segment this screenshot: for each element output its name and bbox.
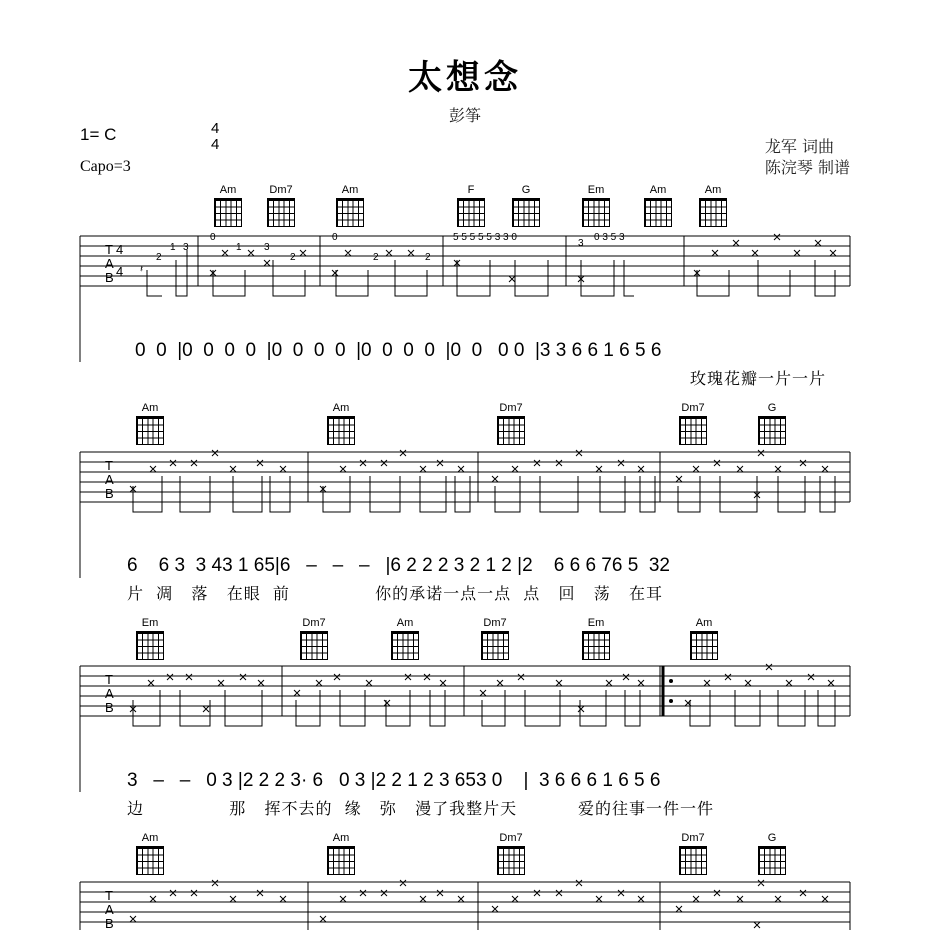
chord-diagram: Am <box>211 184 245 227</box>
song-title: 太想念 <box>408 58 522 98</box>
svg-text:3: 3 <box>264 242 270 253</box>
chord-diagram: Dm7 <box>264 184 298 227</box>
chord-diagram: F <box>454 184 488 227</box>
chord-diagram: Dm7 <box>297 617 331 660</box>
chord-diagram: Am <box>388 617 422 660</box>
svg-text:1: 1 <box>236 242 242 253</box>
chord-diagram: Em <box>133 617 167 660</box>
svg-text:2: 2 <box>290 252 296 263</box>
svg-text:0: 0 <box>332 232 338 243</box>
svg-text:A: A <box>105 686 114 701</box>
svg-text:A: A <box>105 902 114 917</box>
chord-diagram: Dm7 <box>676 832 710 875</box>
svg-text:B: B <box>105 270 114 285</box>
svg-text:A: A <box>105 256 114 271</box>
svg-text:3: 3 <box>578 238 584 249</box>
tab-time-num: 4 <box>116 242 124 257</box>
svg-text:0: 0 <box>210 232 216 243</box>
artist-name: 彭筝 <box>448 106 481 125</box>
notation-line: 6 6 3 3 43 1 65|6 – – – |6 2 2 2 3 2 1 2 |2 6 6 6 76 5 32 <box>127 555 670 576</box>
lyric-line: 片 凋 落 在眼 前 你的承诺一点一点 点 回 荡 在耳 <box>127 584 664 603</box>
svg-text:A: A <box>105 472 114 487</box>
notation-line: 3 – – 0 3 |2 2 2 3· 6 0 3 |2 2 1 2 3 653 0 | 3 6 6 6 1 6 5 6 <box>127 770 661 791</box>
chord-diagram: G <box>755 402 789 445</box>
time-denominator: 4 <box>211 136 220 153</box>
svg-text:2: 2 <box>425 252 431 263</box>
chord-diagram: Em <box>579 184 613 227</box>
chord-diagram: Dm7 <box>676 402 710 445</box>
capo-label: Capo=3 <box>80 158 131 175</box>
credit-transcriber: 陈浣琴 制谱 <box>764 158 850 177</box>
chord-diagram: G <box>509 184 543 227</box>
svg-text:B: B <box>105 486 114 501</box>
chord-diagram: Am <box>641 184 675 227</box>
chord-diagram: Dm7 <box>494 402 528 445</box>
svg-text:T: T <box>105 672 113 687</box>
chord-diagram: Dm7 <box>494 832 528 875</box>
chord-diagram: Am <box>696 184 730 227</box>
chord-diagram: Em <box>579 617 613 660</box>
notation-line: 0 0 |0 0 0 0 |0 0 0 0 |0 0 0 0 |0 0 0 0 |3 3 6 6 1 6 5 6 <box>135 340 662 361</box>
svg-text:2: 2 <box>156 252 162 263</box>
key-signature <box>80 120 220 153</box>
chord-diagram: Dm7 <box>478 617 512 660</box>
svg-text:𝄽: 𝄽 <box>140 264 144 275</box>
chord-diagram: Am <box>324 832 358 875</box>
lyric-line: 玫瑰花瓣一片一片 <box>690 369 827 388</box>
chord-diagram: G <box>755 832 789 875</box>
chord-diagram: Am <box>133 402 167 445</box>
svg-text:1: 1 <box>170 242 176 253</box>
chord-diagram: Am <box>687 617 721 660</box>
svg-text:B: B <box>105 916 114 930</box>
credit-lyrics-music: 龙军 词曲 <box>764 137 834 156</box>
svg-text:0 3 5 3: 0 3 5 3 <box>594 232 625 243</box>
chord-diagram: Am <box>333 184 367 227</box>
svg-text:T: T <box>105 242 113 257</box>
key-label: 1= C <box>80 125 117 144</box>
chord-diagram: Am <box>324 402 358 445</box>
svg-text:3: 3 <box>183 242 189 253</box>
chord-diagram: Am <box>133 832 167 875</box>
tab-time-den: 4 <box>116 264 124 279</box>
lyric-line: 边 那 挥不去的 缘 弥 漫了我整片天 爱的往事一件一件 <box>127 799 715 818</box>
credits <box>765 136 850 178</box>
svg-text:5 5 5 5 5 3 3 0: 5 5 5 5 5 3 3 0 <box>453 232 517 243</box>
svg-text:T: T <box>105 888 113 903</box>
tab-staff <box>0 876 930 930</box>
svg-text:2: 2 <box>373 252 379 263</box>
svg-text:B: B <box>105 700 114 715</box>
svg-text:T: T <box>105 458 113 473</box>
time-numerator: 4 <box>211 120 220 137</box>
